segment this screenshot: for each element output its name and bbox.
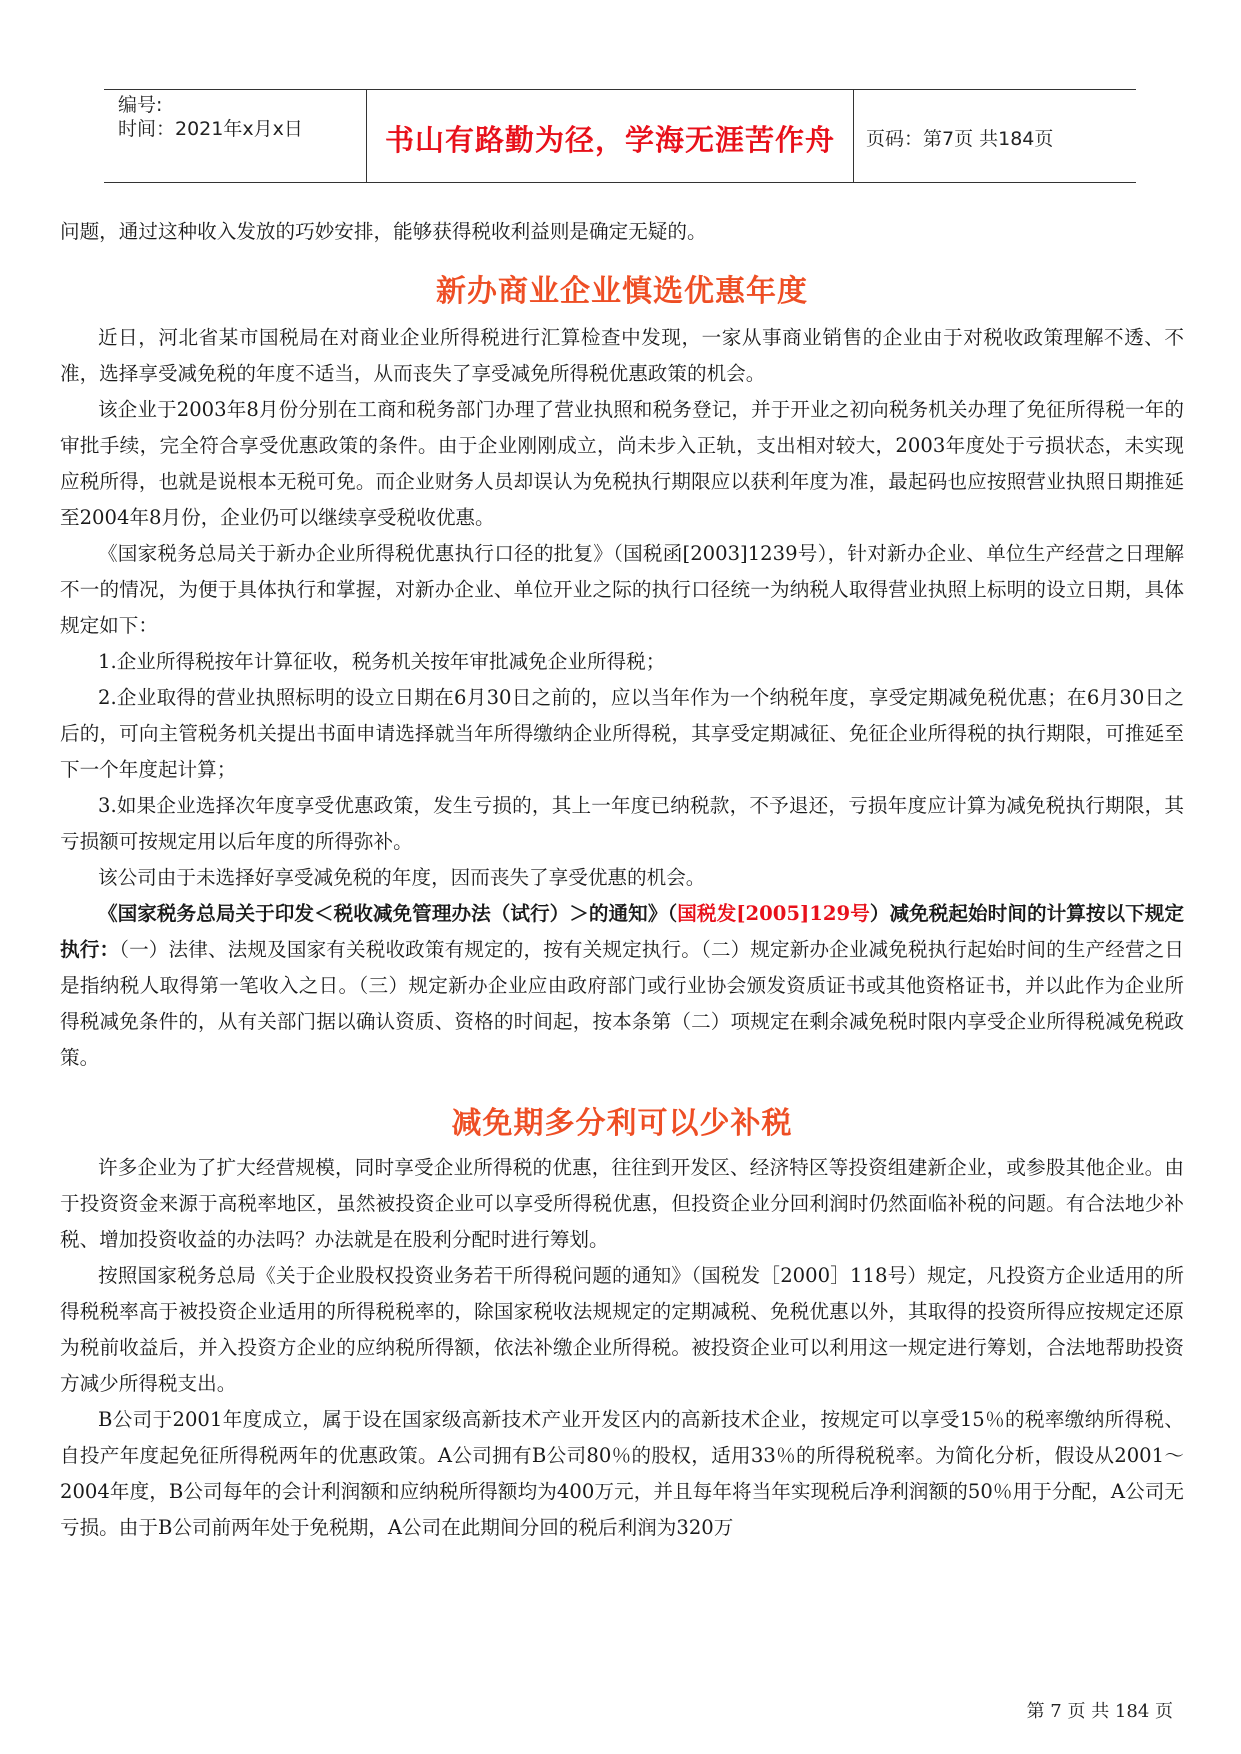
paragraph: 该公司由于未选择好享受减免税的年度，因而丧失了享受优惠的机会。 [98,866,706,889]
header-page-cell [854,90,1136,182]
regulation-paragraph [60,896,1184,1076]
paragraph: 许多企业为了扩大经营规模，同时享受企业所得税的优惠，往往到开发区、经济特区等投资组建新企业，或参股其他企业。由于投资资金来源于高税率地区，虽然被投资企业可以享受所得税优惠，但投资企业分回利润时仍然面临补税的问题。有合法地少补税、增加投资收益的办法吗？办法就是在股利分配时进行筹划。 [60,1156,1184,1251]
regulation-title: 《国家税务总局关于印发＜税收减免管理办法（试行）＞的通知》（ [98,902,678,925]
document-header [104,89,1136,183]
paragraph: 1.企业所得税按年计算征收，税务机关按年审批减免企业所得税； [98,650,666,673]
paragraph: B公司于2001年度成立，属于设在国家级高新技术产业开发区内的高新技术企业，按规定可以享受15％的税率缴纳所得税、自投产年度起免征所得税两年的优惠政策。A公司拥有B公司80％的股权，适用33％的所得税税率。为简化分析，假设从2001～2004年度，B公司每年的会计利润额和应纳税所得额均为400万元，并且每年将当年实现税后净利润额的50％用于分配，A公司无亏损。由于B公司前两年处于免税期，A公司在此期间分回的税后利润为320万 [60,1408,1184,1539]
header-motto: 书山有路勤为径，学海无涯苦作舟 [384,123,835,157]
section-title-2: 减免期多分利可以少补税 [451,1106,793,1141]
document-number-label: 编号: [118,94,163,116]
header-meta-cell [104,90,366,182]
paragraph: 按照国家税务总局《关于企业股权投资业务若干所得税问题的通知》（国税发［2000］118号）规定，凡投资方企业适用的所得税税率高于被投资企业适用的所得税税率的，除国家税收法规规定的定期减税、免税优惠以外，其取得的投资所得应按规定还原为税前收益后，并入投资方企业的应纳税所得额，依法补缴企业所得税。被投资企业可以利用这一规定进行筹划，合法地帮助投资方减少所得税支出。 [60,1264,1184,1395]
paragraph: 3.如果企业选择次年度享受优惠政策，发生亏损的，其上一年度已纳税款，不予退还，亏损年度应计算为减免税执行期限，其亏损额可按规定用以后年度的所得弥补。 [60,794,1184,853]
section-title-1: 新办商业企业慎选优惠年度 [436,274,808,309]
intro-paragraph: 问题，通过这种收入发放的巧妙安排，能够获得税收利益则是确定无疑的。 [60,220,707,243]
document-body [60,214,1184,1546]
document-time: 时间：2021年x月x日 [118,118,303,140]
page-footer: 第 7 页 共 184 页 [1026,1701,1173,1722]
regulation-text: （一）法律、法规及国家有关税收政策有规定的，按有关规定执行。（二）规定新办企业减免税执行起始时间的生产经营之日是指纳税人取得第一笔收入之日。（三）规定新办企业应由政府部门或行业协会颁发资质证书或其他资格证书，并以此作为企业所得税减免条件的，从有关部门据以确认资质、资格的时间起，按本条第（二）项规定在剩余减免税时限内享受企业所得税减免税政策。 [60,938,1185,1069]
regulation-doc-number: 国税发[2005]129号 [677,902,870,925]
paragraph: 该企业于2003年8月份分别在工商和税务部门办理了营业执照和税务登记，并于开业之初向税务机关办理了免征所得税一年的审批手续，完全符合享受优惠政策的条件。由于企业刚刚成立，尚未步入正轨，支出相对较大，2003年度处于亏损状态，未实现应税所得，也就是说根本无税可免。而企业财务人员却误认为免税执行期限应以获利年度为准，最起码也应按照营业执照日期推延至2004年8月份，企业仍可以继续享受税收优惠。 [60,398,1184,529]
paragraph: 近日，河北省某市国税局在对商业企业所得税进行汇算检查中发现，一家从事商业销售的企业由于对税收政策理解不透、不准，选择享受减免税的年度不适当，从而丧失了享受减免所得税优惠政策的机会。 [60,326,1184,385]
regulation-heading: ）减免税起始时间的计算按以下规定执行： [60,902,1184,961]
header-page-info: 页码：第7页 共184页 [866,128,1054,150]
header-motto-cell [366,90,854,182]
paragraph: 《国家税务总局关于新办企业所得税优惠执行口径的批复》（国税函[2003]1239号），针对新办企业、单位生产经营之日理解不一的情况，为便于具体执行和掌握，对新办企业、单位开业之际的执行口径统一为纳税人取得营业执照上标明的设立日期，具体规定如下： [60,542,1184,637]
paragraph: 2.企业取得的营业执照标明的设立日期在6月30日之前的，应以当年作为一个纳税年度，享受定期减免税优惠；在6月30日之后的，可向主管税务机关提出书面申请选择就当年所得缴纳企业所得税，其享受定期减征、免征企业所得税的执行期限，可推延至下一个年度起计算； [60,686,1184,781]
